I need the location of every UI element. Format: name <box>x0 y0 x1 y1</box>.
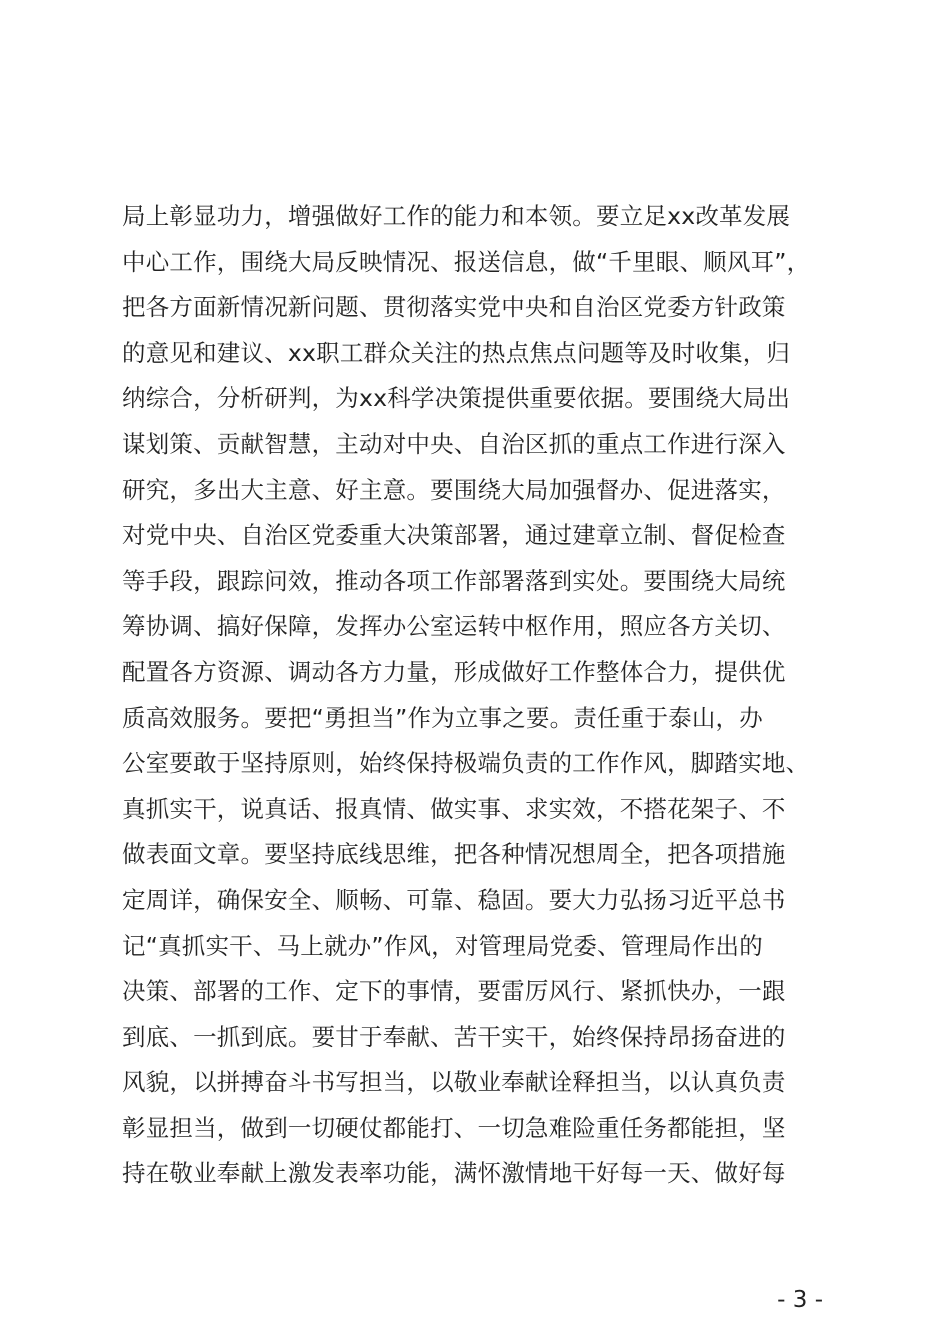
text-line: 公室要敢于坚持原则，始终保持极端负责的工作作风，脚踏实地、 <box>122 749 810 778</box>
text-line: 决策、部署的工作、定下的事情，要雷厉风行、紧抓快办，一跟 <box>122 977 786 1006</box>
text-line: 研究，多出大主意、好主意。要围绕大局加强督办、促进落实， <box>122 475 786 504</box>
text-line: 定周详，确保安全、顺畅、可靠、稳固。要大力弘扬习近平总书 <box>122 885 786 914</box>
text-line: 把各方面新情况新问题、贯彻落实党中央和自治区党委方针政策 <box>122 293 786 322</box>
body-paragraph <box>122 194 852 1197</box>
text-line: 质高效服务。要把“勇担当”作为立事之要。责任重于泰山，办 <box>122 703 763 732</box>
text-line: 彰显担当，做到一切硬仗都能打、一切急难险重任务都能担，坚 <box>122 1113 786 1142</box>
text-line: 持在敬业奉献上激发表率功能，满怀激情地干好每一天、做好每 <box>122 1159 786 1188</box>
text-line: 中心工作，围绕大局反映情况、报送信息，做“千里眼、顺风耳”， <box>122 247 811 276</box>
text-line: 等手段，跟踪问效，推动各项工作部署落到实处。要围绕大局统 <box>122 566 786 595</box>
text-line: 局上彰显功力，增强做好工作的能力和本领。要立足xx改革发展 <box>122 202 791 230</box>
text-line: 记“真抓实干、马上就办”作风，对管理局党委、管理局作出的 <box>122 931 763 960</box>
text-line: 真抓实干，说真话、报真情、做实事、求实效，不搭花架子、不 <box>122 794 786 823</box>
text-line: 对党中央、自治区党委重大决策部署，通过建章立制、督促检查 <box>122 521 786 550</box>
text-line: 风貌，以拼搏奋斗书写担当，以敬业奉献诠释担当，以认真负责 <box>122 1068 786 1097</box>
text-line: 筹协调、搞好保障，发挥办公室运转中枢作用，照应各方关切、 <box>122 612 786 641</box>
page-number: - 3 - <box>777 1287 823 1313</box>
text-line: 配置各方资源、调动各方力量，形成做好工作整体合力，提供优 <box>122 657 786 686</box>
text-line: 的意见和建议、xx职工群众关注的热点焦点问题等及时收集，归 <box>122 338 791 367</box>
text-line: 谋划策、贡献智慧，主动对中央、自治区抓的重点工作进行深入 <box>122 429 786 458</box>
text-line: 纳综合，分析研判，为xx科学决策提供重要依据。要围绕大局出 <box>122 384 791 413</box>
text-line: 到底、一抓到底。要甘于奉献、苦干实干，始终保持昂扬奋进的 <box>122 1022 786 1051</box>
text-line: 做表面文章。要坚持底线思维，把各种情况想周全，把各项措施 <box>122 840 786 869</box>
